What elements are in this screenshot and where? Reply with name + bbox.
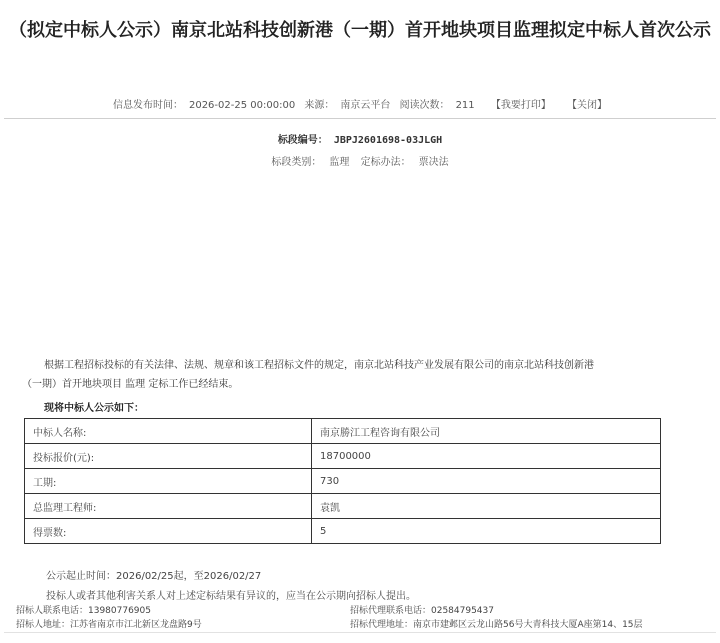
row-label: 工期:	[25, 469, 312, 494]
winner-table	[24, 418, 661, 544]
agent-address: 招标代理地址：南京市建邺区云龙山路56号大青科技大厦A座第14、15层	[350, 620, 643, 630]
close-link[interactable]: 【关闭】	[567, 100, 608, 111]
bid-category-row	[0, 153, 720, 168]
bid-number-label: 标段编号：	[277, 135, 328, 146]
method-value: 票决法	[418, 157, 449, 168]
divider	[4, 118, 716, 119]
views-label: 阅读次数：	[399, 100, 450, 111]
bottom-divider	[4, 632, 716, 633]
publish-time: 2026-02-25 00:00:00	[188, 100, 296, 111]
source-value: 南京云平台	[340, 100, 391, 111]
table-row	[25, 444, 661, 469]
method-label: 定标办法：	[360, 157, 411, 168]
category-value: 监理	[329, 157, 350, 168]
row-value: 袁凯	[312, 494, 661, 519]
row-value: 南京勝江工程咨询有限公司	[312, 419, 661, 444]
agent-phone: 招标代理联系电话：02584795437	[350, 606, 494, 616]
views-count: 211	[455, 100, 475, 111]
publish-label: 信息发布时间：	[112, 100, 183, 111]
bid-number	[0, 131, 720, 146]
row-label: 得票数:	[25, 519, 312, 544]
announcement-paragraph	[22, 356, 672, 394]
page-title: （拟定中标人公示）南京北站科技创新港（一期）首开地块项目监理拟定中标人首次公示	[9, 20, 711, 41]
table-row	[25, 494, 661, 519]
category-label: 标段类别：	[271, 157, 322, 168]
section-heading: 现将中标人公示如下：	[44, 403, 144, 414]
row-label: 总监理工程师:	[25, 494, 312, 519]
table-row	[25, 469, 661, 494]
row-label: 投标报价(元):	[25, 444, 312, 469]
table-row	[25, 519, 661, 544]
tenderer-address: 招标人地址：江苏省南京市江北新区龙盘路9号	[16, 620, 202, 630]
print-link[interactable]: 【我要打印】	[490, 100, 551, 111]
paragraph-line-1: 根据工程招标投标的有关法律、法规、规章和该工程招标文件的规定，南京北站科技产业发展有限公司的南京北站科技创新港	[44, 360, 594, 371]
meta-bar	[0, 96, 720, 111]
tenderer-phone: 招标人联系电话：13980776905	[16, 606, 151, 616]
paragraph-line-2: （一期）首开地块项目 监理 定标工作已经结束。	[22, 379, 239, 390]
objection-notice: 投标人或者其他利害关系人对上述定标结果有异议的，应当在公示期向招标人提出。	[46, 591, 416, 602]
row-value: 730	[312, 469, 661, 494]
source-label: 来源：	[304, 100, 335, 111]
row-label: 中标人名称:	[25, 419, 312, 444]
row-value: 5	[312, 519, 661, 544]
table-row	[25, 419, 661, 444]
row-value: 18700000	[312, 444, 661, 469]
bid-number-value: JBPJ2601698-03JLGH	[333, 135, 443, 146]
publicity-period: 公示起止时间：2026/02/25起，至2026/02/27	[46, 571, 262, 582]
